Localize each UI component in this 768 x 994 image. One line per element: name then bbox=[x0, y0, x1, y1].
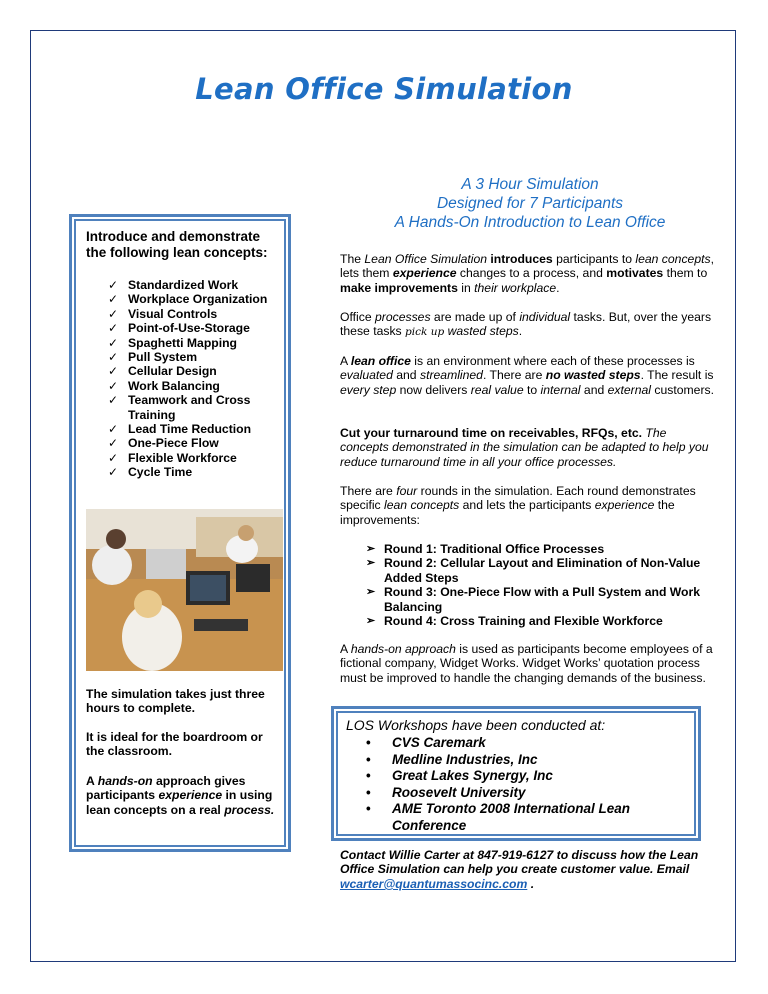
subtitle-line-1: A 3 Hour Simulation bbox=[461, 176, 599, 193]
subtitle-line-3: A Hands-On Introduction to Lean Office bbox=[394, 214, 666, 231]
checkmark-icon: ✓ bbox=[108, 321, 119, 336]
concept-label: Cellular Design bbox=[128, 364, 217, 379]
contact-text: Contact Willie Carter at 847-919-6127 to discuss how the Lean Office Simulation can help you create customer value. Email wcarter@quantumassocinc.com . bbox=[340, 848, 699, 891]
hands-on-paragraph: A hands-on approach is used as participants become employees of a fictional company, Widget Works. Widget Works’ quotation process must be improved to handle the changing demands of the business. bbox=[340, 642, 713, 685]
checkmark-icon: ✓ bbox=[108, 393, 119, 408]
concept-label: Workplace Organization bbox=[128, 292, 268, 307]
sidebar-heading-line-1: Introduce and demonstrate bbox=[86, 229, 261, 244]
arrow-bullet-icon: ➢ bbox=[366, 586, 376, 599]
checkmark-icon: ✓ bbox=[108, 422, 119, 437]
workshop-label: Great Lakes Synergy, Inc bbox=[392, 768, 553, 784]
checkmark-icon: ✓ bbox=[108, 350, 119, 365]
round-item bbox=[366, 585, 718, 614]
bullet-icon: • bbox=[366, 768, 371, 784]
workshop-label: Roosevelt University bbox=[392, 784, 526, 800]
workshop-label: CVS Caremark bbox=[392, 735, 486, 750]
page-title: Lean Office Simulation bbox=[195, 72, 573, 106]
bullet-icon: • bbox=[366, 751, 371, 767]
checkmark-icon: ✓ bbox=[108, 335, 119, 350]
bullet-icon: • bbox=[366, 801, 371, 817]
concept-item bbox=[108, 465, 283, 479]
concepts-list bbox=[108, 278, 283, 480]
workshops-heading: LOS Workshops have been conducted at: bbox=[346, 717, 606, 733]
concept-item bbox=[108, 350, 283, 364]
concept-item bbox=[108, 278, 283, 292]
intro-paragraph: The Lean Office Simulation introduces participants to lean concepts, lets them experience changes to a process, and motivates them to make improvements in their workplace. bbox=[340, 252, 714, 295]
checkmark-icon: ✓ bbox=[108, 465, 119, 480]
workshop-label: AME Toronto 2008 International Lean Conference bbox=[392, 801, 631, 833]
processes-paragraph: Office processes are made up of individual tasks. But, over the years these tasks pick up wasted steps. bbox=[340, 310, 712, 339]
round-label: Round 4: Cross Training and Flexible Workforce bbox=[384, 614, 663, 629]
bullet-icon: • bbox=[366, 735, 371, 750]
round-item bbox=[366, 614, 718, 628]
checkmark-icon: ✓ bbox=[108, 292, 119, 307]
workshops-list bbox=[366, 735, 686, 835]
sidebar-heading bbox=[86, 229, 281, 261]
lean-office-paragraph: A lean office is an environment where each of these processes is evaluated and streamlined. There are no wasted steps. The result is every step now delivers real value to internal and external customers. bbox=[340, 354, 714, 397]
concept-label: Point-of-Use-Storage bbox=[128, 321, 250, 336]
checkmark-icon: ✓ bbox=[108, 278, 119, 292]
office-photo bbox=[86, 509, 283, 671]
concept-label: One-Piece Flow bbox=[128, 436, 219, 451]
checkmark-icon: ✓ bbox=[108, 306, 119, 321]
bullet-icon: • bbox=[366, 784, 371, 800]
sidebar-inner bbox=[74, 219, 286, 847]
turnaround-paragraph: Cut your turnaround time on receivables, RFQs, etc. The concepts demonstrated in the simulation can be adapted to help you reduce turnaround time in all your office processes. bbox=[340, 426, 709, 469]
sidebar-venue-text: It is ideal for the boardroom or the classroom. bbox=[86, 730, 263, 759]
workshop-item bbox=[366, 752, 686, 769]
workshop-item bbox=[366, 735, 686, 752]
workshops-inner bbox=[336, 711, 696, 836]
rounds-intro-paragraph: There are four rounds in the simulation. Each round demonstrates specific lean concepts and lets the participants experience the improvements: bbox=[340, 484, 696, 527]
concept-item bbox=[108, 451, 283, 465]
sidebar-approach-text: A hands-on approach gives participants experience in using lean concepts on a real process. bbox=[86, 774, 275, 817]
concept-label: Spaghetti Mapping bbox=[128, 335, 238, 350]
concept-label: Pull System bbox=[128, 350, 198, 365]
concept-item bbox=[108, 379, 283, 393]
email-link[interactable]: wcarter@quantumassocinc.com bbox=[340, 876, 528, 891]
concept-item bbox=[108, 292, 283, 306]
subtitle-line-2: Designed for 7 Participants bbox=[436, 195, 624, 212]
concept-label: Work Balancing bbox=[128, 378, 220, 393]
round-item bbox=[366, 556, 718, 585]
concept-label: Visual Controls bbox=[128, 306, 218, 321]
concept-label: Teamwork and Cross Training bbox=[128, 393, 251, 422]
concept-item bbox=[108, 307, 283, 321]
sidebar-duration-text: The simulation takes just three hours to complete. bbox=[86, 687, 265, 716]
checkmark-icon: ✓ bbox=[108, 364, 119, 379]
workshop-item bbox=[366, 801, 686, 834]
round-label: Round 3: One-Piece Flow with a Pull System and Work Balancing bbox=[384, 585, 701, 614]
round-label: Round 1: Traditional Office Processes bbox=[384, 542, 605, 556]
round-label: Round 2: Cellular Layout and Elimination of Non-Value Added Steps bbox=[384, 556, 701, 585]
concept-item bbox=[108, 364, 283, 378]
workshops-box bbox=[331, 706, 701, 841]
concept-label: Flexible Workforce bbox=[128, 450, 237, 465]
arrow-bullet-icon: ➢ bbox=[366, 615, 376, 628]
workshop-item bbox=[366, 785, 686, 802]
arrow-bullet-icon: ➢ bbox=[366, 557, 376, 570]
rounds-list bbox=[366, 542, 718, 628]
workshop-label: Medline Industries, Inc bbox=[392, 751, 538, 767]
concept-item bbox=[108, 336, 283, 350]
concept-label: Cycle Time bbox=[128, 465, 193, 480]
concept-item bbox=[108, 321, 283, 335]
sidebar-box bbox=[69, 214, 291, 852]
arrow-bullet-icon: ➢ bbox=[366, 543, 376, 555]
concept-item bbox=[108, 422, 283, 436]
checkmark-icon: ✓ bbox=[108, 378, 119, 393]
sidebar-heading-line-2: the following lean concepts: bbox=[86, 245, 268, 260]
checkmark-icon: ✓ bbox=[108, 436, 119, 451]
office-photo-illustration bbox=[86, 509, 283, 671]
subtitle bbox=[340, 175, 720, 232]
round-item bbox=[366, 542, 718, 556]
workshop-item bbox=[366, 768, 686, 785]
checkmark-icon: ✓ bbox=[108, 450, 119, 465]
concept-item bbox=[108, 436, 283, 450]
concept-item bbox=[108, 393, 283, 422]
concept-label: Standardized Work bbox=[128, 278, 239, 292]
concept-label: Lead Time Reduction bbox=[128, 422, 252, 437]
